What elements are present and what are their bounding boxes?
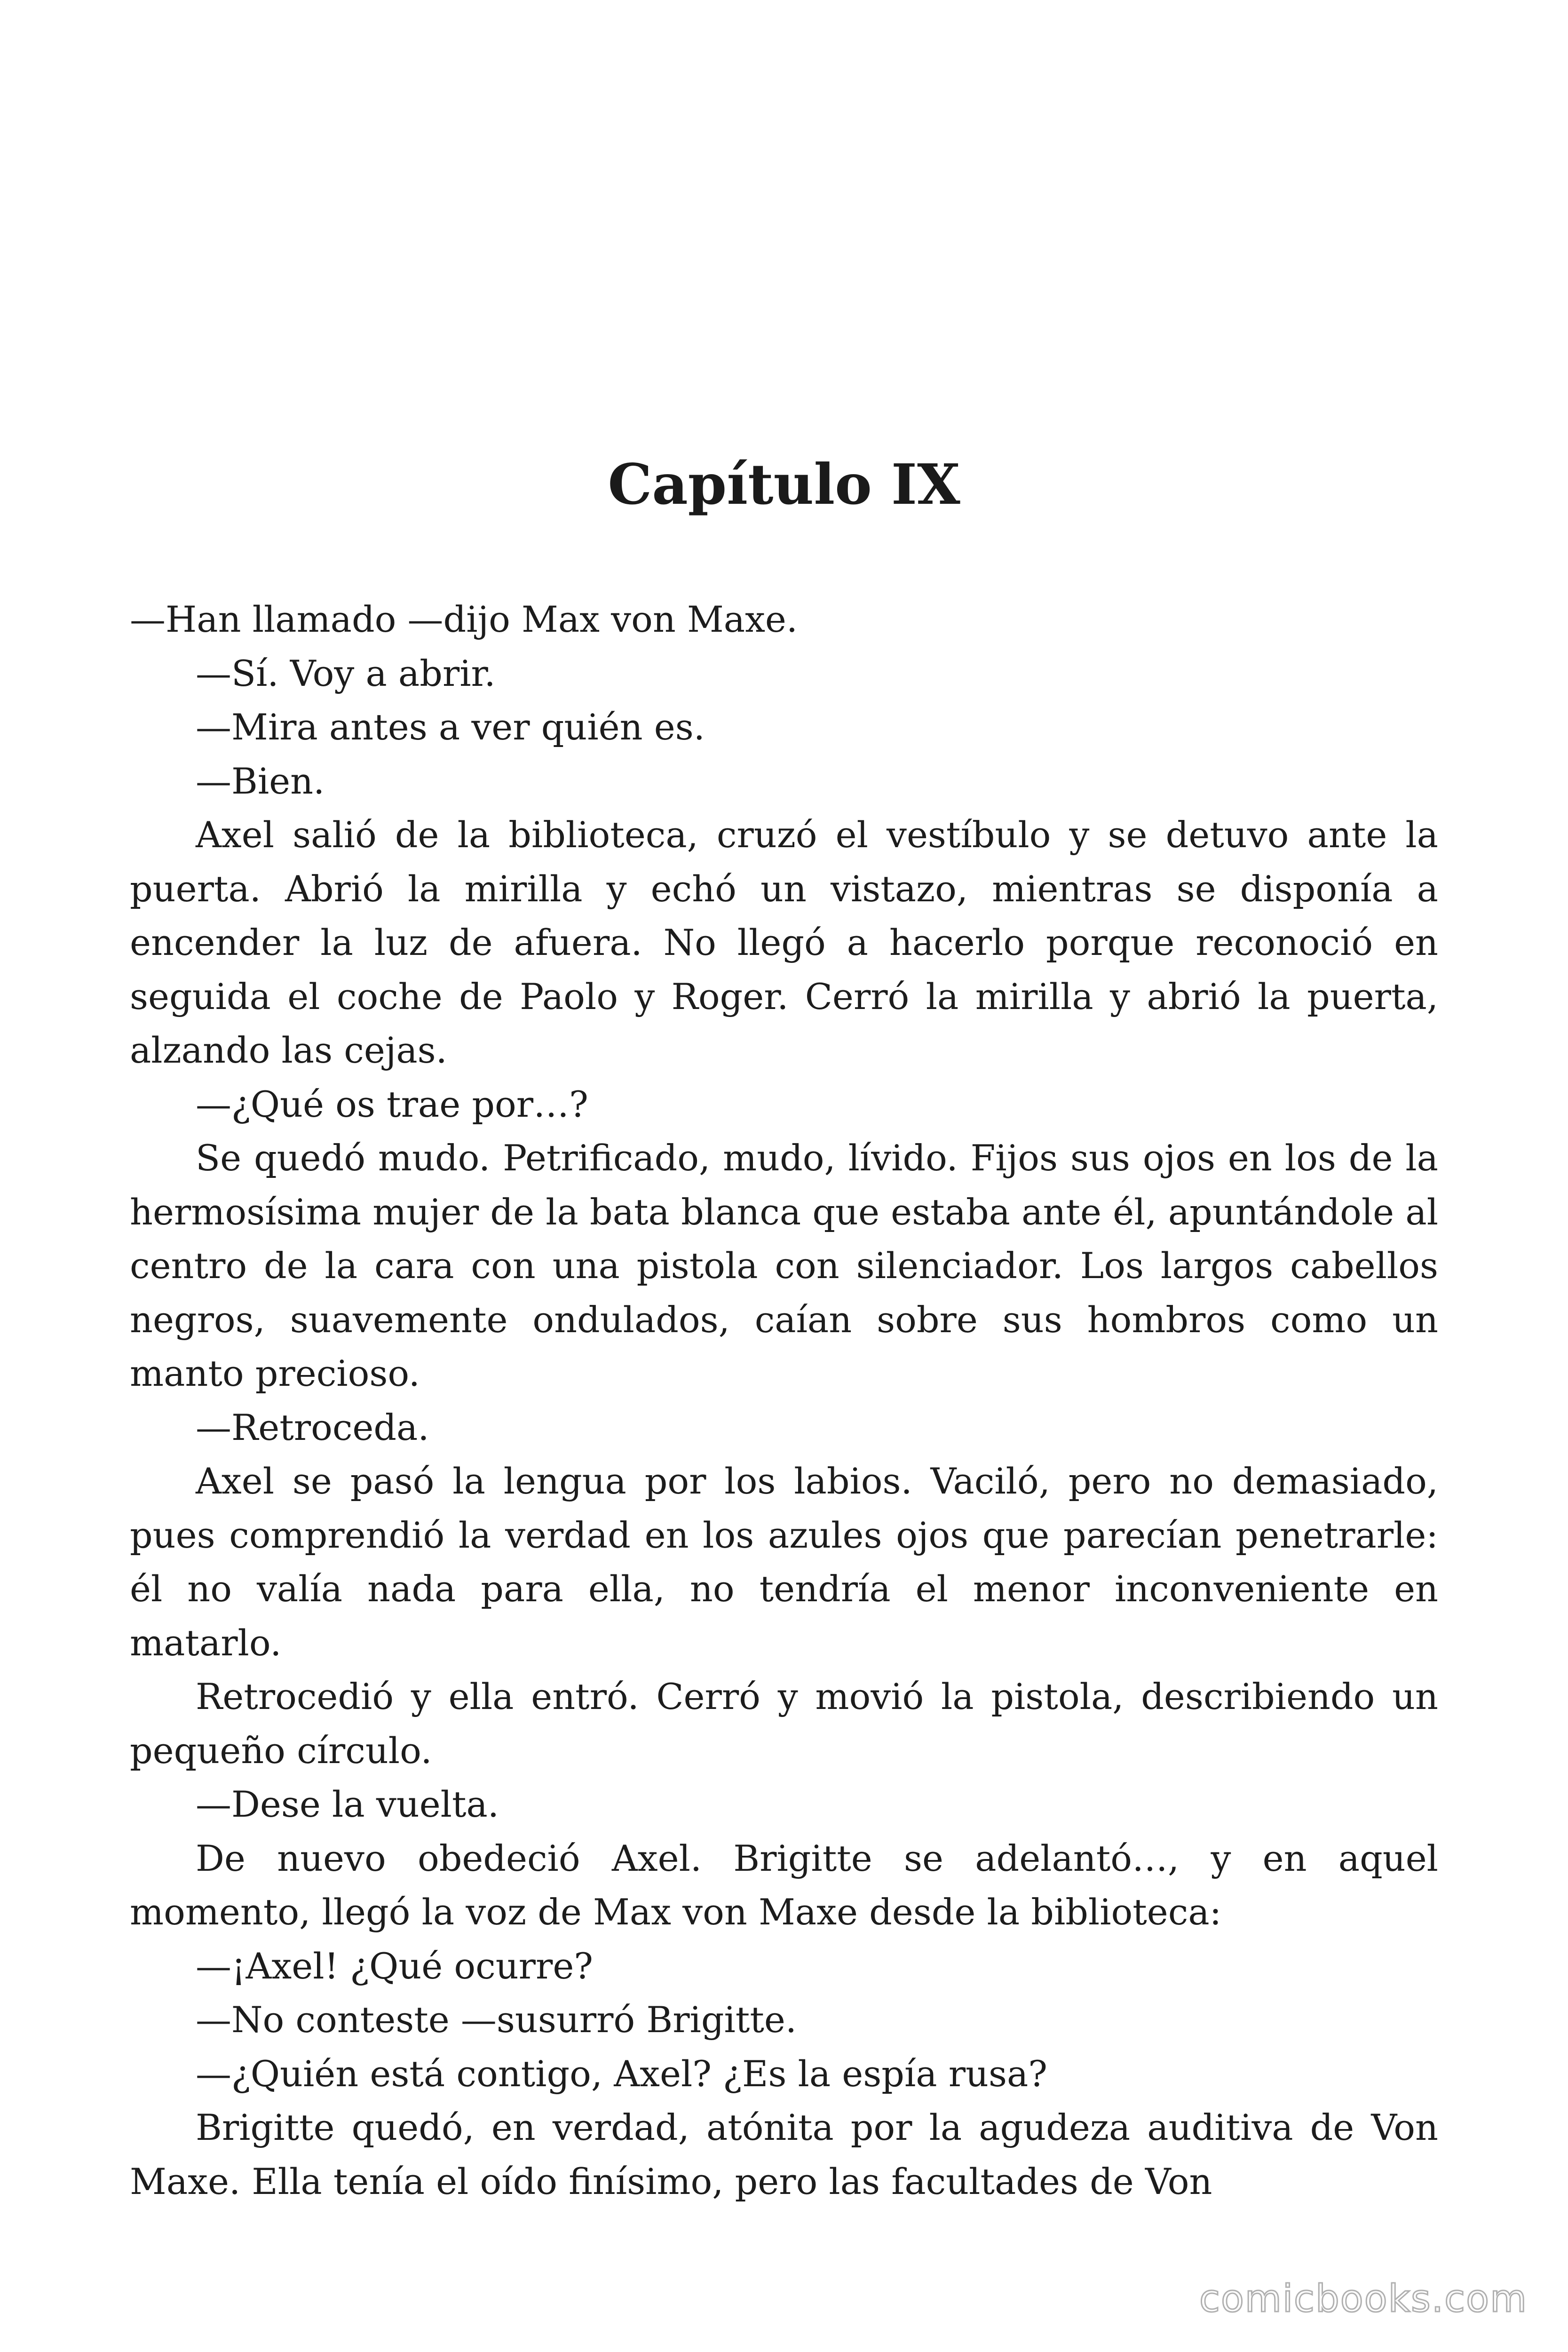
paragraph: —Han llamado —dijo Max von Maxe.	[130, 598, 798, 640]
paragraph: Se quedó mudo. Petrificado, mudo, lívido. Fijos sus ojos en los de la hermosísima mujer de la bata blanca que estaba ante él, apuntándole al centro de la cara con una pistola con silenciador. Los largos cabellos negros, suavemente ondulados, caían sobre sus hombros como un manto precioso.	[130, 1137, 1438, 1394]
chapter-body	[130, 593, 1438, 2209]
paragraph: Axel salió de la biblioteca, cruzó el vestíbulo y se detuvo ante la puerta. Abrió la mirilla y echó un vistazo, mientras se disponía a encender la luz de afuera. No llegó a hacerlo porque reconoció en seguida el coche de Paolo y Roger. Cerró la mirilla y abrió la puerta, alzando las cejas.	[130, 814, 1438, 1071]
paragraph: Brigitte quedó, en verdad, atónita por la agudeza auditiva de Von Maxe. Ella tenía el oído finísimo, pero las facultades de Von	[130, 2106, 1438, 2202]
paragraph: —¿Qué os trae por…?	[196, 1083, 588, 1125]
paragraph: —¿Quién está contigo, Axel? ¿Es la espía rusa?	[196, 2052, 1048, 2095]
paragraph: —¡Axel! ¿Qué ocurre?	[196, 1945, 594, 1987]
paragraph: —Mira antes a ver quién es.	[196, 706, 705, 748]
paragraph: —Retroceda.	[196, 1406, 429, 1448]
paragraph: Axel se pasó la lengua por los labios. Vaciló, pero no demasiado, pues comprendió la verdad en los azules ojos que parecían penetrarle: él no valía nada para ella, no tendría el menor inconveniente en matarlo.	[130, 1460, 1438, 1664]
chapter-title: Capítulo IX	[608, 452, 960, 517]
watermark-logo: comicbooks.com	[1199, 2277, 1528, 2320]
paragraph: —Bien.	[196, 760, 325, 802]
paragraph: —Sí. Voy a abrir.	[196, 652, 496, 694]
paragraph: Retrocedió y ella entró. Cerró y movió la pistola, describiendo un pequeño círculo.	[130, 1676, 1438, 1772]
paragraph: De nuevo obedeció Axel. Brigitte se adelantó…, y en aquel momento, llegó la voz de Max von Maxe desde la biblioteca:	[130, 1837, 1438, 1933]
paragraph: —No conteste —susurró Brigitte.	[196, 1999, 797, 2041]
paragraph: —Dese la vuelta.	[196, 1783, 499, 1825]
